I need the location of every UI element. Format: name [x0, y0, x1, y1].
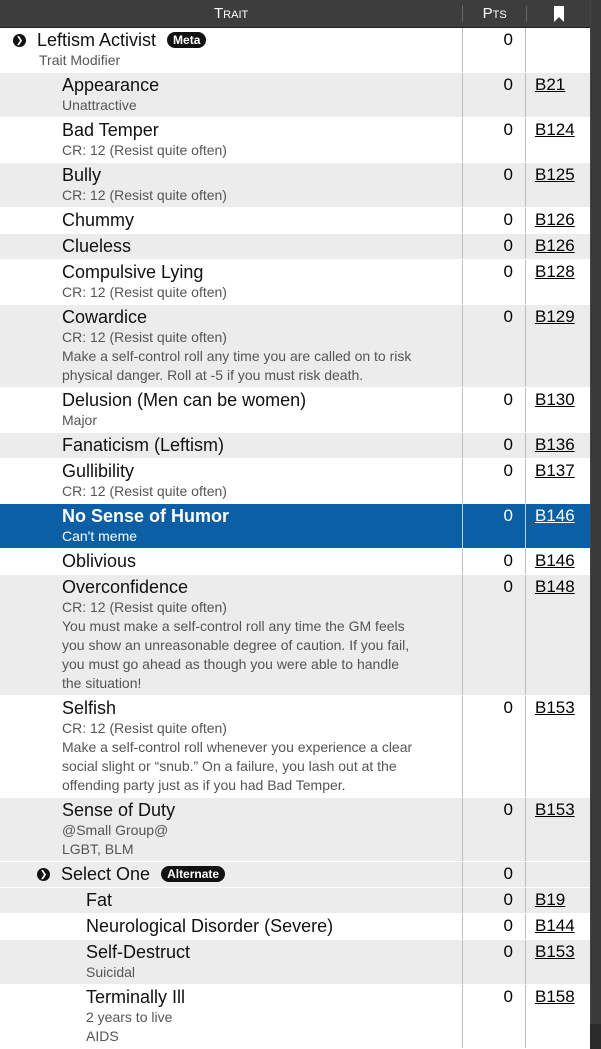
group-note: Trait Modifier — [39, 52, 121, 68]
page-reference-link[interactable]: B130 — [535, 390, 575, 409]
trait-note: you show an unreasonable degree of caution. If you fail, — [62, 637, 410, 653]
trait-note: Make a self-control roll whenever you experience a clear — [62, 739, 413, 755]
page-reference-link[interactable]: B129 — [535, 307, 575, 326]
table-row[interactable] — [0, 163, 590, 208]
table-body — [0, 28, 590, 1049]
page-reference-link[interactable]: B146 — [535, 551, 575, 570]
table-row[interactable] — [0, 696, 590, 798]
subtrait-list — [0, 888, 590, 1049]
trait-name: Overconfidence — [62, 577, 189, 597]
trait-note: LGBT, BLM — [62, 841, 134, 857]
trait-name: Selfish — [62, 698, 117, 718]
trait-note: CR: 12 (Resist quite often) — [62, 284, 227, 300]
trait-name: Oblivious — [62, 551, 137, 571]
points-cell: 0 — [463, 234, 526, 259]
trait-note: you must go ahead as though you were able to handle — [62, 656, 400, 672]
trait-note: Unattractive — [62, 97, 137, 113]
column-header-trait[interactable]: Trait — [214, 5, 249, 22]
table-row[interactable] — [0, 234, 590, 260]
points-cell: 0 — [463, 940, 526, 984]
trait-note: CR: 12 (Resist quite often) — [62, 187, 227, 203]
points-cell: 0 — [463, 260, 526, 304]
table-row-group[interactable] — [0, 28, 590, 73]
column-header-reference[interactable] — [526, 6, 590, 22]
trait-name: Clueless — [62, 236, 132, 256]
vertical-scrollbar[interactable] — [591, 0, 601, 1024]
trait-name: Sense of Duty — [62, 800, 176, 820]
trait-note: the situation! — [62, 675, 142, 691]
trait-name — [37, 863, 462, 885]
page-reference-link[interactable]: B128 — [535, 262, 575, 281]
points-cell: 0 — [463, 118, 526, 162]
points-cell: 0 — [463, 696, 526, 797]
trait-note: You must make a self-control roll any time the GM feels — [62, 618, 405, 634]
trait-name: Neurological Disorder (Severe) — [86, 916, 334, 936]
page-reference-link[interactable]: B158 — [535, 987, 575, 1006]
points-cell: 0 — [463, 914, 526, 939]
alternate-badge: Alternate — [161, 866, 225, 882]
page-reference-link[interactable]: B153 — [535, 800, 575, 819]
points-cell: 0 — [463, 305, 526, 387]
points-cell: 0 — [463, 163, 526, 207]
page-reference-link[interactable]: B21 — [535, 75, 566, 94]
trait-name: Fanaticism (Leftism) — [62, 435, 225, 455]
points-cell: 0 — [463, 208, 526, 233]
trait-name: Delusion (Men can be women) — [62, 390, 307, 410]
trait-name: Self-Destruct — [86, 942, 191, 962]
table-row[interactable] — [0, 208, 590, 234]
reference-cell — [526, 28, 590, 72]
points-cell: 0 — [463, 985, 526, 1048]
trait-note: 2 years to live — [86, 1009, 173, 1025]
trait-note: Major — [62, 412, 98, 428]
points-cell: 0 — [463, 433, 526, 458]
page-reference-link[interactable]: B19 — [535, 890, 566, 909]
column-header-pts[interactable]: Pts — [462, 5, 526, 22]
table-header — [0, 0, 590, 28]
collapse-toggle-icon[interactable]: ❯ — [37, 868, 50, 881]
points-cell: 0 — [463, 28, 526, 72]
trait-note: social slight or “snub.” On a failure, you lash out at the — [62, 758, 397, 774]
trait-note: physical danger. Roll at -5 if you must risk death. — [62, 367, 364, 383]
points-cell: 0 — [463, 798, 526, 861]
page-reference-link[interactable]: B144 — [535, 916, 575, 935]
collapse-toggle-icon[interactable]: ❯ — [13, 34, 26, 47]
trait-name — [13, 29, 462, 51]
table-row[interactable] — [0, 504, 590, 549]
trait-note: Suicidal — [86, 964, 136, 980]
table-row[interactable] — [0, 73, 590, 118]
reference-cell — [526, 862, 590, 887]
page-reference-link[interactable]: B153 — [535, 942, 575, 961]
page-reference-link[interactable]: B137 — [535, 461, 575, 480]
points-cell: 0 — [463, 888, 526, 913]
trait-note: offending party just as if you had Bad Temper. — [62, 777, 346, 793]
trait-name: Cowardice — [62, 307, 148, 327]
points-cell: 0 — [463, 549, 526, 574]
trait-note: Can't meme — [62, 528, 138, 544]
trait-note: CR: 12 (Resist quite often) — [62, 142, 227, 158]
table-row[interactable] — [0, 305, 590, 388]
trait-note: @Small Group@ — [62, 822, 169, 838]
points-cell: 0 — [463, 388, 526, 432]
table-row[interactable] — [0, 549, 590, 575]
trait-name: Terminally Ill — [86, 987, 186, 1007]
table-row-subgroup[interactable] — [0, 862, 590, 888]
page-reference-link[interactable]: B148 — [535, 577, 575, 596]
table-row[interactable] — [0, 575, 590, 696]
bookmark-icon — [553, 6, 565, 22]
table-row[interactable] — [0, 459, 590, 504]
table-row[interactable] — [0, 433, 590, 459]
table-row[interactable] — [0, 985, 590, 1049]
group-name: Leftism Activist — [37, 30, 157, 50]
points-cell: 0 — [463, 504, 526, 548]
table-row[interactable] — [0, 888, 590, 914]
trait-note: CR: 12 (Resist quite often) — [62, 599, 227, 615]
page-reference-link[interactable]: B153 — [535, 698, 575, 717]
trait-name: Bully — [62, 165, 102, 185]
page-reference-link[interactable]: B136 — [535, 435, 575, 454]
points-cell: 0 — [463, 575, 526, 695]
page-reference-link[interactable]: B126 — [535, 210, 575, 229]
subgroup-name: Select One — [61, 864, 151, 884]
points-cell: 0 — [463, 862, 526, 887]
trait-note: CR: 12 (Resist quite often) — [62, 483, 227, 499]
trait-name: Bad Temper — [62, 120, 159, 140]
page-reference-link[interactable]: B124 — [535, 120, 575, 139]
trait-list — [0, 73, 590, 862]
trait-name: No Sense of Humor — [62, 506, 230, 526]
trait-name: Chummy — [62, 210, 135, 230]
trait-name: Compulsive Lying — [62, 262, 204, 282]
trait-name: Fat — [86, 890, 113, 910]
trait-name: Gullibility — [62, 461, 135, 481]
table-row[interactable] — [0, 798, 590, 862]
page-reference-link[interactable]: B126 — [535, 236, 575, 255]
points-cell: 0 — [463, 459, 526, 503]
trait-note: AIDS — [86, 1028, 119, 1044]
trait-note: CR: 12 (Resist quite often) — [62, 720, 227, 736]
trait-note: Make a self-control roll any time you are called on to risk — [62, 348, 412, 364]
table-row[interactable] — [0, 260, 590, 305]
table-row[interactable] — [0, 388, 590, 433]
points-cell: 0 — [463, 73, 526, 117]
meta-badge: Meta — [167, 32, 206, 48]
trait-name: Appearance — [62, 75, 160, 95]
page-reference-link[interactable]: B125 — [535, 165, 575, 184]
trait-note: CR: 12 (Resist quite often) — [62, 329, 227, 345]
table-row[interactable] — [0, 940, 590, 985]
table-row[interactable] — [0, 118, 590, 163]
table-row[interactable] — [0, 914, 590, 940]
page-reference-link[interactable]: B146 — [535, 506, 575, 525]
